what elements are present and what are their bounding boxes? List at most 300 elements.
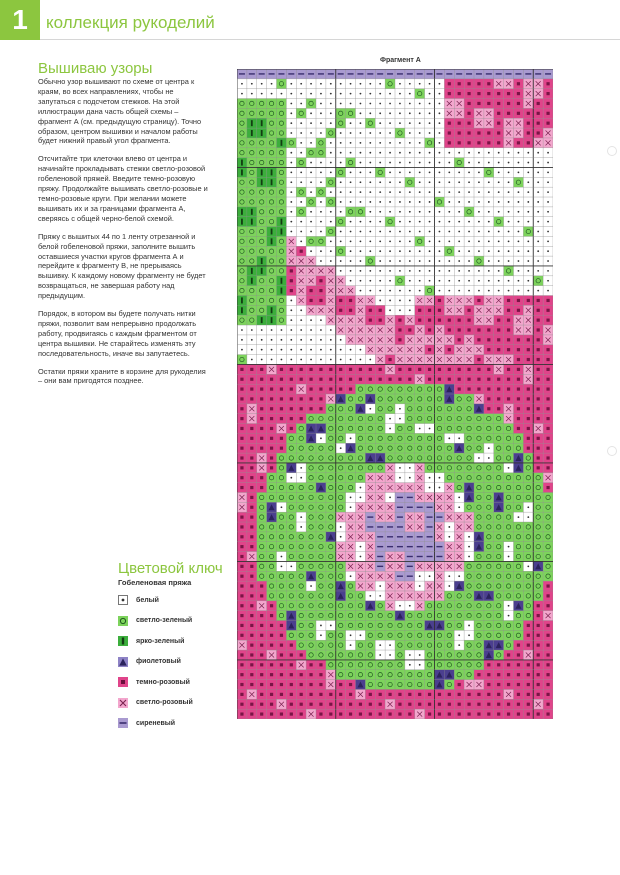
stitch-symbol — [399, 211, 401, 213]
stitch-cell — [267, 246, 277, 256]
stitch-cell — [346, 611, 356, 621]
stitch-symbol — [498, 270, 500, 272]
stitch-symbol — [477, 358, 480, 361]
stitch-symbol — [309, 693, 312, 696]
stitch-cell — [237, 128, 247, 138]
stitch-symbol — [369, 368, 372, 371]
stitch-symbol — [250, 506, 253, 509]
stitch-symbol — [409, 83, 411, 85]
stitch-symbol — [508, 250, 510, 252]
stitch-cell — [444, 680, 454, 690]
stitch-cell — [405, 177, 415, 187]
stitch-cell — [326, 542, 336, 552]
stitch-symbol — [379, 93, 381, 95]
stitch-symbol — [409, 122, 411, 124]
stitch-symbol — [518, 152, 520, 154]
stitch-symbol — [409, 142, 411, 144]
stitch-symbol — [260, 624, 263, 627]
stitch-symbol — [547, 240, 549, 242]
stitch-symbol — [270, 712, 273, 715]
stitch-symbol — [310, 122, 312, 124]
stitch-cell — [267, 296, 277, 306]
stitch-cell — [336, 502, 346, 512]
stitch-symbol — [527, 172, 529, 174]
stitch-symbol — [468, 634, 470, 636]
stitch-cell — [464, 502, 474, 512]
stitch-symbol — [458, 290, 460, 292]
stitch-symbol — [330, 122, 332, 124]
stitch-symbol — [240, 535, 243, 538]
stitch-cell — [306, 443, 316, 453]
stitch-symbol — [290, 644, 293, 647]
stitch-symbol — [250, 456, 253, 459]
stitch-symbol — [537, 712, 540, 715]
stitch-symbol — [310, 162, 312, 164]
stitch-cell — [267, 158, 277, 168]
stitch-symbol — [379, 378, 382, 381]
stitch-symbol — [240, 545, 243, 548]
stitch-cell — [356, 621, 366, 631]
stitch-cell — [514, 483, 524, 493]
stitch-symbol — [300, 309, 302, 311]
stitch-symbol — [389, 644, 391, 646]
stitch-symbol — [290, 122, 292, 124]
stitch-symbol — [271, 179, 273, 185]
stitch-symbol — [240, 584, 243, 587]
stitch-cell — [296, 483, 306, 493]
stitch-cell — [385, 453, 395, 463]
stitch-cell — [474, 473, 484, 483]
stitch-symbol — [240, 476, 243, 479]
stitch-symbol — [517, 693, 520, 696]
stitch-cell — [405, 433, 415, 443]
stitch-symbol — [360, 497, 362, 499]
stitch-cell — [365, 670, 375, 680]
stitch-symbol — [477, 338, 480, 341]
stitch-symbol — [537, 290, 539, 292]
stitch-symbol — [369, 408, 371, 410]
stitch-symbol — [467, 309, 470, 312]
stitch-symbol — [250, 712, 253, 715]
stitch-symbol — [281, 506, 283, 508]
stitch-cell — [326, 601, 336, 611]
stitch-symbol — [349, 368, 352, 371]
stitch-symbol — [527, 693, 530, 696]
stitch-symbol — [419, 152, 421, 154]
stitch-symbol — [399, 103, 401, 105]
stitch-cell — [504, 621, 514, 631]
stitch-symbol — [250, 683, 253, 686]
stitch-symbol — [546, 102, 549, 105]
stitch-symbol — [507, 92, 510, 95]
stitch-symbol — [497, 693, 500, 696]
stitch-symbol — [330, 339, 332, 341]
stitch-cell — [415, 384, 425, 394]
stitch-cell — [405, 404, 415, 414]
stitch-symbol — [310, 132, 312, 134]
stitch-symbol — [300, 683, 303, 686]
stitch-symbol — [467, 102, 470, 105]
stitch-cell — [316, 463, 326, 473]
stitch-symbol — [527, 181, 529, 183]
stitch-cell — [316, 552, 326, 562]
stitch-symbol — [379, 162, 381, 164]
stitch-symbol — [488, 457, 490, 459]
stitch-symbol — [280, 437, 283, 440]
stitch-symbol — [290, 329, 292, 331]
stitch-symbol — [350, 201, 352, 203]
stitch-symbol — [241, 349, 243, 351]
stitch-symbol — [340, 152, 342, 154]
stitch-symbol — [240, 683, 243, 686]
stitch-symbol — [260, 663, 263, 666]
stitch-symbol — [409, 300, 411, 302]
stitch-symbol — [250, 378, 253, 381]
stitch-symbol — [280, 663, 283, 666]
stitch-cell — [257, 532, 267, 542]
stitch-symbol — [497, 102, 500, 105]
stitch-cell — [365, 384, 375, 394]
stitch-symbol — [488, 181, 490, 183]
stitch-symbol — [537, 328, 540, 331]
stitch-cell — [504, 591, 514, 601]
stitch-symbol — [251, 339, 253, 341]
stitch-symbol — [448, 328, 451, 331]
stitch-symbol — [300, 378, 303, 381]
stitch-symbol — [290, 201, 292, 203]
stitch-symbol — [527, 387, 530, 390]
stitch-symbol — [350, 634, 352, 636]
stitch-symbol — [487, 92, 490, 95]
stitch-symbol — [527, 338, 530, 341]
stitch-symbol — [320, 211, 322, 213]
stitch-symbol — [329, 693, 332, 696]
stitch-symbol — [399, 201, 401, 203]
stitch-symbol — [497, 122, 500, 125]
stitch-symbol — [379, 595, 381, 597]
stitch-cell — [316, 414, 326, 424]
stitch-cell — [286, 453, 296, 463]
stitch-cell — [504, 512, 514, 522]
stitch-cell — [474, 640, 484, 650]
stitch-cell — [444, 611, 454, 621]
stitch-symbol — [399, 112, 401, 114]
stitch-symbol — [468, 172, 470, 174]
stitch-symbol — [478, 201, 480, 203]
stitch-cell — [464, 611, 474, 621]
stitch-symbol — [498, 181, 500, 183]
stitch-cell — [444, 414, 454, 424]
stitch-symbol — [300, 231, 302, 233]
stitch-symbol — [428, 348, 431, 351]
stitch-symbol — [439, 290, 441, 292]
stitch-symbol — [429, 162, 431, 164]
stitch-cell — [484, 571, 494, 581]
stitch-cell — [375, 384, 385, 394]
stitch-cell — [356, 463, 366, 473]
stitch-cell — [237, 286, 247, 296]
stitch-cell — [415, 89, 425, 99]
stitch-cell — [375, 463, 385, 473]
stitch-cell — [514, 542, 524, 552]
stitch-symbol — [537, 181, 539, 183]
stitch-cell — [395, 443, 405, 453]
stitch-cell — [543, 522, 553, 532]
stitch-symbol — [498, 250, 500, 252]
stitch-cell — [296, 424, 306, 434]
stitch-symbol — [448, 319, 451, 322]
stitch-cell — [286, 433, 296, 443]
stitch-symbol — [508, 231, 510, 233]
stitch-cell — [385, 433, 395, 443]
stitch-cell — [484, 463, 494, 473]
stitch-symbol — [389, 172, 391, 174]
stitch-cell — [237, 266, 247, 276]
stitch-cell — [336, 433, 346, 443]
stitch-symbol — [389, 162, 391, 164]
stitch-symbol — [488, 280, 490, 282]
stitch-cell — [435, 443, 445, 453]
stitch-cell — [306, 197, 316, 207]
stitch-symbol — [379, 290, 381, 292]
stitch-symbol — [537, 240, 539, 242]
stitch-symbol — [409, 309, 411, 311]
stitch-symbol — [477, 328, 480, 331]
stitch-cell — [504, 561, 514, 571]
stitch-symbol — [419, 664, 421, 666]
stitch-symbol — [270, 683, 273, 686]
stitch-symbol — [467, 112, 470, 115]
stitch-symbol — [507, 338, 510, 341]
stitch-symbol — [290, 211, 292, 213]
stitch-symbol — [300, 142, 302, 144]
stitch-symbol — [290, 397, 293, 400]
stitch-symbol — [518, 211, 520, 213]
stitch-symbol — [350, 181, 352, 183]
stitch-symbol — [478, 270, 480, 272]
stitch-cell — [543, 492, 553, 502]
stitch-cell — [514, 532, 524, 542]
stitch-symbol — [261, 329, 263, 331]
stitch-cell — [425, 670, 435, 680]
stitch-cell — [336, 492, 346, 502]
stitch-cell — [296, 561, 306, 571]
stitch-cell — [277, 591, 287, 601]
stitch-cell — [454, 463, 464, 473]
stitch-symbol — [508, 221, 510, 223]
stitch-symbol — [240, 397, 243, 400]
stitch-symbol — [240, 466, 243, 469]
stitch-symbol — [340, 181, 342, 183]
stitch-symbol — [399, 260, 401, 262]
stitch-symbol — [280, 693, 283, 696]
stitch-symbol — [360, 270, 362, 272]
stitch-symbol — [270, 693, 273, 696]
stitch-symbol — [271, 169, 273, 175]
stitch-symbol — [546, 594, 549, 597]
stitch-symbol — [300, 467, 302, 469]
stitch-symbol — [546, 447, 549, 450]
stitch-symbol — [448, 82, 451, 85]
stitch-cell — [326, 453, 336, 463]
stitch-cell — [247, 99, 257, 109]
stitch-symbol — [271, 329, 273, 331]
stitch-symbol — [546, 683, 549, 686]
stitch-cell — [533, 276, 543, 286]
stitch-cell — [286, 512, 296, 522]
stitch-symbol — [537, 397, 540, 400]
stitch-cell — [257, 296, 267, 306]
stitch-symbol — [240, 437, 243, 440]
stitch-symbol — [408, 712, 411, 715]
stitch-cell — [454, 424, 464, 434]
stitch-cell — [405, 453, 415, 463]
stitch-symbol — [320, 172, 322, 174]
stitch-cell — [277, 148, 287, 158]
stitch-cell — [514, 591, 524, 601]
stitch-symbol — [439, 280, 441, 282]
stitch-symbol — [369, 712, 372, 715]
stitch-symbol — [360, 142, 362, 144]
stitch-cell — [395, 621, 405, 631]
stitch-cell — [514, 177, 524, 187]
stitch-symbol — [417, 73, 423, 74]
stitch-cell — [257, 138, 267, 148]
stitch-symbol — [250, 604, 253, 607]
stitch-cell — [523, 483, 533, 493]
stitch-symbol — [270, 437, 273, 440]
stitch-cell — [257, 522, 267, 532]
stitch-symbol — [527, 683, 530, 686]
stitch-cell — [286, 502, 296, 512]
stitch-symbol — [448, 162, 450, 164]
stitch-symbol — [546, 653, 549, 656]
stitch-symbol — [407, 556, 413, 557]
stitch-symbol — [369, 240, 371, 242]
stitch-symbol — [537, 683, 540, 686]
stitch-cell — [326, 483, 336, 493]
stitch-cell — [247, 296, 257, 306]
stitch-cell — [395, 424, 405, 434]
stitch-symbol — [319, 693, 322, 696]
stitch-symbol — [527, 634, 530, 637]
stitch-symbol — [429, 103, 431, 105]
stitch-cell — [306, 640, 316, 650]
key-item-light-pink — [118, 693, 228, 714]
stitch-symbol — [369, 181, 371, 183]
stitch-cell — [267, 561, 277, 571]
stitch-cell — [346, 473, 356, 483]
key-item-bright-green — [118, 631, 228, 652]
stitch-symbol — [388, 712, 391, 715]
stitch-symbol — [458, 693, 461, 696]
stitch-symbol — [487, 712, 490, 715]
stitch-symbol — [379, 319, 382, 322]
stitch-symbol — [429, 181, 431, 183]
stitch-symbol — [419, 575, 421, 577]
violet-triangle-swatch-icon — [118, 657, 128, 667]
stitch-symbol — [547, 191, 549, 193]
stitch-symbol — [340, 359, 342, 361]
stitch-cell — [346, 414, 356, 424]
stitch-cell — [375, 660, 385, 670]
stitch-cell — [257, 512, 267, 522]
stitch-symbol — [367, 73, 373, 74]
stitch-symbol — [429, 132, 431, 134]
stitch-cell — [375, 680, 385, 690]
stitch-symbol — [329, 368, 332, 371]
stitch-symbol — [350, 152, 352, 154]
stitch-cell — [435, 660, 445, 670]
stitch-cell — [277, 315, 287, 325]
stitch-symbol — [517, 112, 520, 115]
stitch-symbol — [240, 673, 243, 676]
stitch-cell — [296, 542, 306, 552]
stitch-cell — [267, 571, 277, 581]
stitch-symbol — [350, 240, 352, 242]
stitch-symbol — [250, 663, 253, 666]
page-number-badge: 1 — [0, 0, 40, 40]
stitch-symbol — [270, 417, 273, 420]
stitch-symbol — [270, 397, 273, 400]
stitch-symbol — [250, 486, 253, 489]
stitch-symbol — [477, 387, 480, 390]
stitch-symbol — [281, 359, 283, 361]
stitch-symbol — [251, 120, 253, 126]
stitch-symbol — [389, 191, 391, 193]
stitch-symbol — [537, 663, 540, 666]
stitch-cell — [365, 424, 375, 434]
stitch-symbol — [330, 349, 332, 351]
stitch-cell — [514, 473, 524, 483]
stitch-symbol — [546, 387, 549, 390]
stitch-symbol — [407, 507, 413, 508]
stitch-symbol — [458, 497, 460, 499]
stitch-symbol — [527, 280, 529, 282]
stitch-symbol — [487, 663, 490, 666]
stitch-symbol — [377, 556, 383, 557]
stitch-symbol — [546, 466, 549, 469]
stitch-cell — [296, 187, 306, 197]
stitch-symbol — [537, 250, 539, 252]
stitch-cell — [326, 128, 336, 138]
stitch-symbol — [348, 73, 354, 74]
stitch-symbol — [330, 112, 332, 114]
stitch-symbol — [389, 250, 391, 252]
stitch-symbol — [429, 112, 431, 114]
stitch-cell — [415, 394, 425, 404]
stitch-symbol — [419, 428, 421, 430]
stitch-cell — [484, 167, 494, 177]
stitch-cell — [494, 581, 504, 591]
stitch-symbol — [281, 288, 283, 294]
stitch-symbol — [397, 497, 403, 498]
stitch-cell — [395, 630, 405, 640]
stitch-cell — [425, 453, 435, 463]
stitch-symbol — [399, 221, 401, 223]
stitch-symbol — [300, 181, 302, 183]
stitch-symbol — [350, 280, 352, 282]
stitch-cell — [484, 532, 494, 542]
stitch-cell — [356, 394, 366, 404]
stitch-cell — [523, 473, 533, 483]
stitch-symbol — [389, 201, 391, 203]
stitch-symbol — [498, 260, 500, 262]
stitch-symbol — [537, 634, 540, 637]
stitch-symbol — [319, 663, 322, 666]
stitch-symbol — [537, 270, 539, 272]
stitch-cell — [464, 404, 474, 414]
